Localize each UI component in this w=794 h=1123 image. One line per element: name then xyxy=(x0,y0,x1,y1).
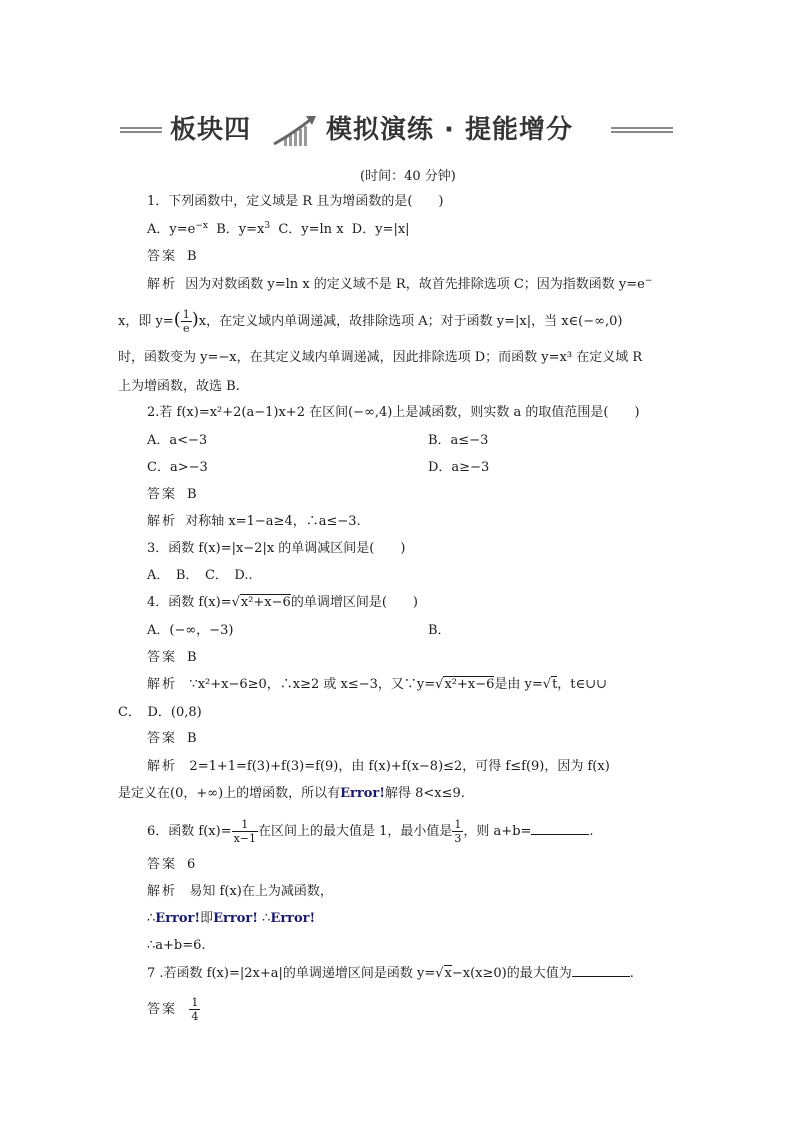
q4-option-b: B． xyxy=(428,623,451,638)
q1-analysis-line3: 时，函数变为 y=−x，在其定义域内单调递减，因此排除选项 D；而函数 y=x³ 在定义域 R xyxy=(118,350,643,365)
q1-analysis-line1: 解析 因为对数函数 y=ln x 的定义域不是 R，故首先排除选项 C；因为指数函数 y=e− xyxy=(147,276,653,292)
q2-answer: 答案 B xyxy=(147,487,197,502)
q3-stem: 3．函数 f(x)=|x−2|x 的单调减区间是( ) xyxy=(147,541,406,556)
time-note: (时间：40 分钟) xyxy=(360,169,456,184)
section-header xyxy=(0,112,794,148)
q5-answer: 答案 B xyxy=(147,731,197,746)
q2-option-c: C．a>−3 xyxy=(147,460,208,475)
q3-options: A． B． C． D.. xyxy=(147,568,253,583)
q6-answer-blank xyxy=(531,822,589,835)
q4-option-a: A．(−∞，−3) xyxy=(147,623,234,638)
answer-label: 答案 xyxy=(147,249,178,264)
q4-answer: 答案 B xyxy=(147,650,197,665)
q4-analysis-line2: C． D．(0,8) xyxy=(118,705,202,720)
q2-stem: 2.若 f(x)=x²+2(a−1)x+2 在区间(−∞,4)上是减函数，则实数 a 的取值范围是( ) xyxy=(147,405,640,420)
q1-fraction: $\frac{1}{e}$ xyxy=(182,308,190,335)
q2-option-a: A．a<−3 xyxy=(147,433,208,448)
q1-option-a: A．$y=e^{-x}$ xyxy=(147,221,208,237)
q7-answer-blank xyxy=(572,964,630,977)
q7-answer-fraction: $\frac{1}{4}$ xyxy=(191,996,199,1023)
analysis-label: 解析 xyxy=(147,277,178,292)
q1-options xyxy=(147,221,410,239)
header-rule-right xyxy=(611,127,673,133)
q5-analysis-line1: 解析 2=1+1=f(3)+f(3)=f(9)，由 f(x)+f(x−8)≤2，可得 f≤f(9)，因为 f(x) xyxy=(147,759,610,774)
section-block-label: 板块四 xyxy=(170,115,252,145)
q2-analysis: 解析 对称轴 x=1−a≥4，∴a≤−3. xyxy=(147,514,361,529)
q6-analysis-line2: ∴Error!即Error! ∴Error! xyxy=(147,911,316,926)
q6-stem: 6．函数 f(x)= $\frac{1}{x-1}$ 在区间上的最大值是 1，最小值是 $\frac{1}{3}$ ，则 a+b= . xyxy=(147,818,594,845)
error-marker: Error! xyxy=(340,786,385,801)
q2-option-d: D．a≥−3 xyxy=(428,460,490,475)
rising-bars-arrow-icon xyxy=(270,114,322,148)
q6-analysis-line1: 解析 易知 f(x)在上为减函数， xyxy=(147,884,333,899)
q6-answer: 答案 6 xyxy=(147,857,196,872)
q1-answer xyxy=(147,248,197,266)
q7-stem: 7 .若函数 f(x)=|2x+a|的单调递增区间是函数 y=√x−x(x≥0)的最大值为 . xyxy=(147,966,634,981)
q6-analysis-line3: ∴a+b=6. xyxy=(147,938,206,953)
q1-analysis-line2: x，即 y=( $\frac{1}{e}$ )x，在定义域内单调递减，故排除选项 A；对于函数 y=|x|，当 x∈(−∞,0) xyxy=(118,308,623,335)
q2-option-b: B．a≤−3 xyxy=(428,433,489,448)
section-title: 模拟演练 · 提能增分 xyxy=(326,115,573,145)
q4-stem: 4．函数 f(x)=√x²+x−6的单调增区间是( ) xyxy=(147,595,418,610)
q1-option-b: B．$y=x^3$ xyxy=(216,221,271,237)
q1-stem: 1．下列函数中，定义域是 R 且为增函数的是( ) xyxy=(147,194,444,209)
q1-option-d: D．y=|x| xyxy=(351,222,410,237)
q4-analysis-line1: 解析 ∵x²+x−6≥0，∴x≥2 或 x≤−3，又∵y=√x²+x−6是由 y=√t，t∈∪∪ xyxy=(147,677,607,692)
q1-analysis-line4: 上为增函数，故选 B. xyxy=(118,379,240,394)
q1-answer-value: B xyxy=(187,249,197,264)
q5-analysis-line2: 是定义在(0，+∞)上的增函数，所以有Error!解得 8<x≤9. xyxy=(118,786,465,801)
q1-option-c: C．y=ln x xyxy=(278,222,344,237)
q7-answer: 答案 $\frac{1}{4}$ xyxy=(147,996,199,1023)
header-rule-left xyxy=(120,127,162,133)
